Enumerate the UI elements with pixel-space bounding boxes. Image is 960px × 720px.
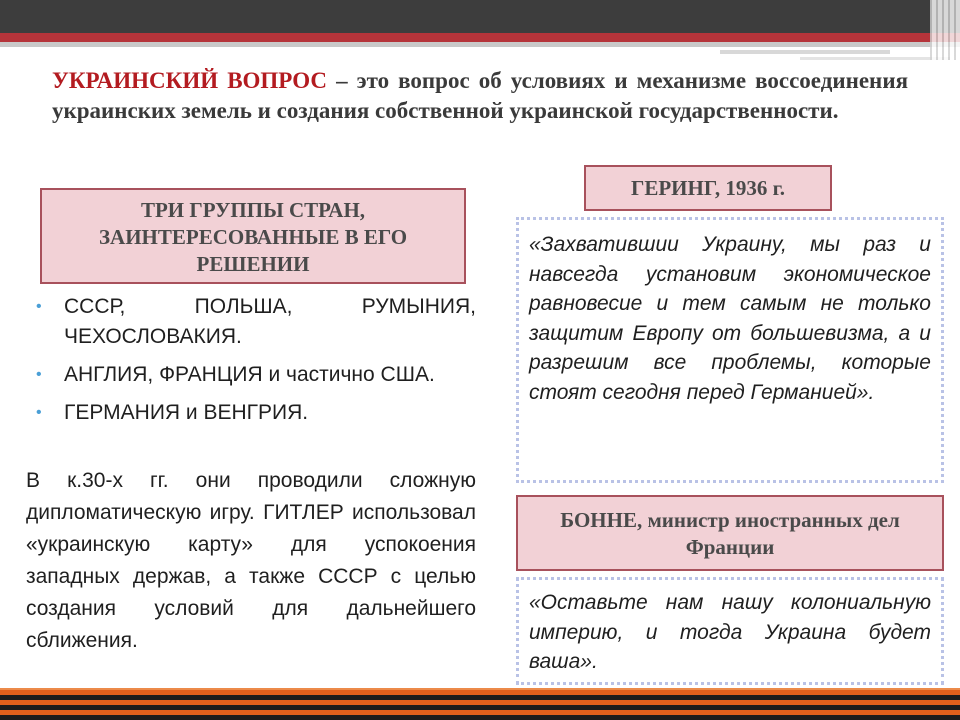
list-item: [36, 360, 476, 390]
definition-term: УКРАИНСКИЙ ВОПРОС: [52, 68, 328, 93]
bonnet-label-box: БОННЕ, министр иностранных дел Франции: [516, 495, 944, 571]
header-accent-line: [720, 50, 890, 54]
bullet-icon: •: [36, 366, 42, 383]
bonnet-quote: «Оставьте нам нашу колониальную империю, и тогда Украина будет ваша».: [516, 577, 944, 685]
definition-heading: [52, 66, 908, 126]
list-item-text: АНГЛИЯ, ФРАНЦИЯ и частично США.: [64, 363, 435, 386]
diplomacy-paragraph: В к.30-х гг. они проводили сложную дипломатическую игру. ГИТЛЕР использовал «украинскую карту» для успокоения западных держав, а также СССР с целью создания условий для дальнейшего сближения.: [26, 469, 476, 652]
header-vertical-lines: [930, 0, 960, 60]
st-george-ribbon: [0, 690, 960, 720]
list-item: [36, 292, 476, 352]
country-groups-list: [36, 292, 476, 436]
bullet-icon: •: [36, 298, 42, 315]
header-accent-line-short: [800, 57, 950, 60]
groups-label-box: ТРИ ГРУППЫ СТРАН, ЗАИНТЕРЕСОВАННЫЕ В ЕГО РЕШЕНИИ: [40, 188, 466, 284]
header-red-line: [0, 33, 960, 42]
list-item-text: СССР, ПОЛЬША, РУМЫНИЯ, ЧЕХОСЛОВАКИЯ.: [64, 295, 476, 348]
definition-text: – это вопрос об условиях и механизме воссоединения украинских земель и создания собственной украинской государственности.: [52, 68, 909, 123]
list-item: [36, 398, 476, 428]
goering-quote: «Захватившии Украину, мы раз и навсегда установим экономическое равновесие и тем самым не только защитим Европу от большевизма, а и разрешим все проблемы, которые стоят сегодня перед Германией».: [516, 217, 944, 483]
bullet-icon: •: [36, 404, 42, 421]
goering-label-box: ГЕРИНГ, 1936 г.: [584, 165, 832, 211]
header-dark-bar: [0, 0, 960, 33]
list-item-text: ГЕРМАНИЯ и ВЕНГРИЯ.: [64, 401, 309, 424]
header-grey-line: [0, 42, 960, 47]
